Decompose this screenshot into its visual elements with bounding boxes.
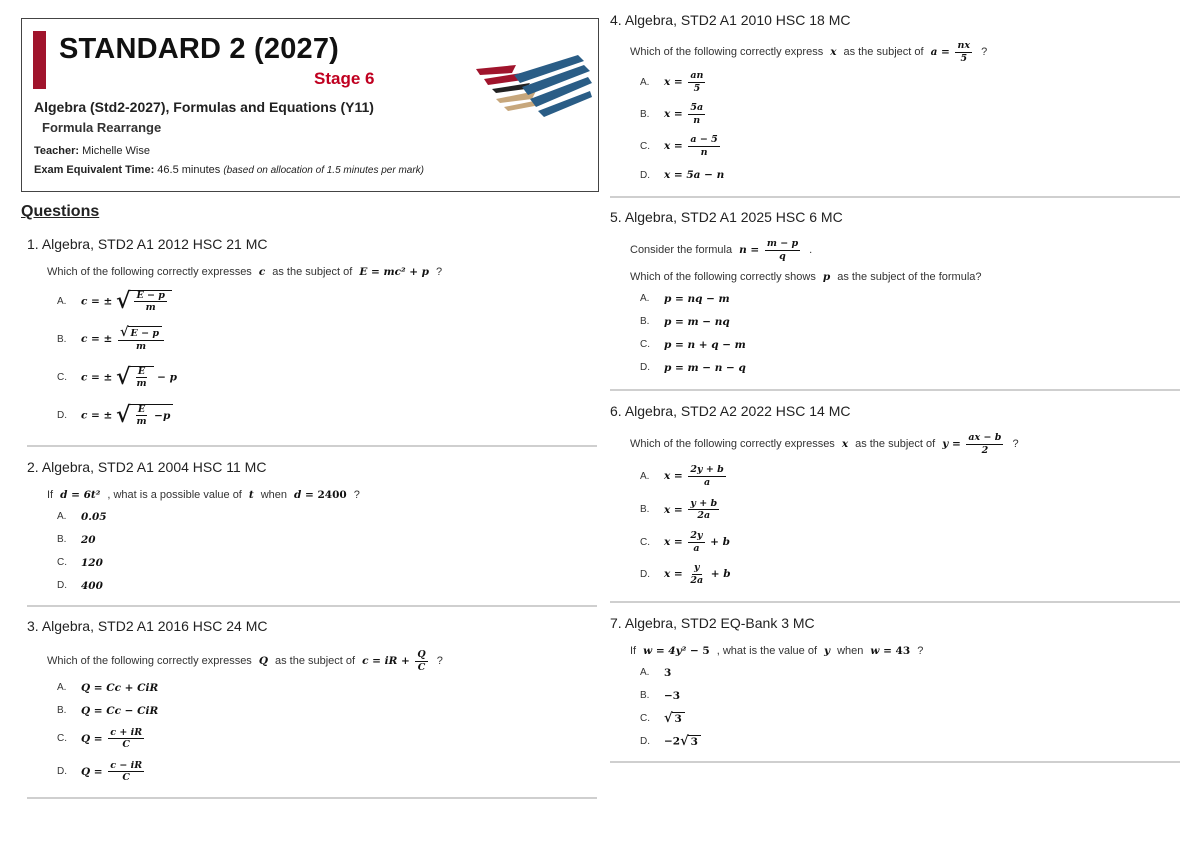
question-1 — [27, 236, 597, 434]
option-a[interactable]: A. 3 — [640, 666, 672, 679]
divider — [610, 761, 1180, 763]
question-stem: Which of the following correctly expresses Q as the subject of c = iR + $\frac{Q}{C}$ ? — [47, 649, 443, 673]
topic-title: Algebra (Std2-2027), Formulas and Equations (Y11) — [34, 99, 374, 115]
question-2 — [27, 459, 597, 597]
option-b[interactable]: B. x = $\frac{5a}{n}$ — [640, 102, 704, 126]
option-d[interactable]: D. x = $\frac{y}{2a}$ + b — [640, 562, 731, 586]
exam-time-line — [34, 164, 424, 176]
option-c[interactable]: C. √ 3 — [640, 707, 1180, 730]
math-var: p — [822, 271, 831, 283]
teacher-line — [34, 145, 150, 157]
question-stem: If d = 6t² , what is a possible value of t when d = 2400 ? — [47, 489, 360, 501]
option-math: c = ± √ $\frac{E}{m}$ − p — [81, 404, 173, 427]
question-heading: 2. Algebra, STD2 A1 2004 HSC 11 MC — [27, 459, 267, 475]
option-d[interactable]: D. c = ± √ $\frac{E}{m}$ − p — [57, 396, 597, 434]
math-formula: c = iR + $\frac{Q}{C}$ — [362, 649, 426, 673]
option-d[interactable]: D. −2 √ 3 — [640, 730, 1180, 753]
option-b[interactable]: B. Q = Cc − CiR — [57, 704, 159, 717]
subtopic-title: Formula Rearrange — [42, 120, 162, 135]
option-b[interactable]: B. p = m − nq — [640, 315, 730, 328]
option-d[interactable]: D. Q = $\frac{c - iR}{C}$ — [57, 759, 143, 783]
math-formula: y = $\frac{ax - b}{2}$ — [942, 432, 1002, 456]
question-heading: 1. Algebra, STD2 A1 2012 HSC 21 MC — [27, 236, 268, 252]
question-stem: Which of the following correctly expresses c as the subject of E = mc² + p ? — [47, 266, 443, 278]
math-var: c — [258, 266, 266, 278]
option-math: c = ± √ $\frac{E}{m}$ − p — [81, 363, 177, 390]
math-var: x — [830, 46, 837, 58]
option-d[interactable]: D. x = 5a − n — [640, 169, 725, 181]
exam-time-note: (based on allocation of 1.5 minutes per mark) — [223, 165, 425, 176]
question-heading: 7. Algebra, STD2 EQ-Bank 3 MC — [610, 615, 815, 631]
math-var: y — [824, 645, 831, 657]
option-b[interactable]: B. x = $\frac{y + b}{2a}$ — [640, 497, 718, 521]
option-d[interactable]: D. p = m − n − q — [640, 361, 746, 374]
question-5 — [610, 209, 1180, 379]
divider — [27, 797, 597, 799]
stage-label: Stage 6 — [314, 69, 375, 88]
question-heading: 5. Algebra, STD2 A1 2025 HSC 6 MC — [610, 209, 843, 225]
question-stem: Consider the formula n = $\frac{m - p}{q}$ . — [630, 238, 813, 262]
option-c[interactable]: C. 120 — [57, 556, 103, 569]
divider — [610, 389, 1180, 391]
question-heading: 6. Algebra, STD2 A2 2022 HSC 14 MC — [610, 403, 851, 419]
option-a[interactable]: A. c = ± √ $\frac{E - p}{m}$ — [57, 282, 597, 320]
option-a[interactable]: A. Q = Cc + CiR — [57, 681, 159, 694]
math-formula: E = mc² + p — [359, 266, 430, 278]
option-math: c = ± √ E − p m — [81, 326, 166, 352]
question-heading: 3. Algebra, STD2 A1 2016 HSC 24 MC — [27, 618, 268, 634]
math-formula: n = $\frac{m - p}{q}$ — [739, 238, 799, 262]
question-stem-2: Which of the following correctly shows p as the subject of the formula? — [630, 271, 982, 283]
page-title: STANDARD 2 (2027) — [59, 33, 340, 65]
school-logo-icon — [474, 55, 592, 117]
question-6 — [610, 403, 1180, 590]
option-c[interactable]: C. Q = $\frac{c + iR}{C}$ — [57, 726, 143, 750]
option-c[interactable]: C. x = $\frac{2y}{a}$ + b — [640, 530, 730, 554]
header-box — [21, 18, 599, 192]
math-var: Q — [258, 655, 268, 667]
option-a[interactable]: A. x = $\frac{an}{5}$ — [640, 70, 704, 94]
option-a[interactable]: A. p = nq − m — [640, 292, 730, 305]
teacher-label: Teacher: — [34, 145, 80, 157]
question-heading: 4. Algebra, STD2 A1 2010 HSC 18 MC — [610, 12, 851, 28]
math-formula: d = 2400 — [294, 489, 347, 501]
accent-bar — [33, 31, 46, 89]
option-c[interactable]: C. x = $\frac{a - 5}{n}$ — [640, 134, 718, 158]
question-stem: Which of the following correctly express x as the subject of a = $\frac{nx}{5}$ ? — [630, 40, 988, 64]
divider — [610, 196, 1180, 198]
option-b[interactable]: B. −3 — [640, 689, 681, 702]
section-title: Questions — [21, 203, 100, 220]
divider — [27, 445, 597, 447]
question-3 — [27, 618, 597, 788]
math-var: x — [841, 438, 849, 450]
question-7 — [610, 615, 1180, 753]
math-formula: w = 4y² − 5 — [643, 645, 710, 657]
option-math: c = ± √ $\frac{E - p}{m}$ — [81, 290, 172, 313]
option-d[interactable]: D. 400 — [57, 579, 103, 592]
divider — [27, 605, 597, 607]
question-stem: Which of the following correctly expresses x as the subject of y = $\frac{ax - b}{2}$ ? — [630, 432, 1019, 456]
math-var: t — [248, 489, 254, 501]
math-formula: d = 6t² — [60, 489, 101, 501]
math-formula: a = $\frac{nx}{5}$ — [930, 40, 971, 64]
teacher-name: Michelle Wise — [82, 145, 150, 157]
option-b[interactable]: B. c = ± √ E − p m — [57, 320, 597, 358]
option-b[interactable]: B. 20 — [57, 533, 96, 546]
divider — [610, 601, 1180, 603]
question-4 — [610, 12, 1180, 188]
exam-time-label: Exam Equivalent Time: — [34, 164, 155, 176]
option-c[interactable]: C. p = n + q − m — [640, 338, 746, 351]
option-c[interactable]: C. c = ± √ $\frac{E}{m}$ − p — [57, 363, 177, 390]
option-a[interactable]: A. x = $\frac{2y + b}{a}$ — [640, 464, 724, 488]
math-formula: w = 43 — [870, 645, 911, 657]
exam-time-value: 46.5 minutes — [157, 164, 221, 176]
option-a[interactable]: A. 0.05 — [57, 510, 107, 523]
question-stem: If w = 4y² − 5 , what is the value of y when w = 43 ? — [630, 645, 924, 657]
